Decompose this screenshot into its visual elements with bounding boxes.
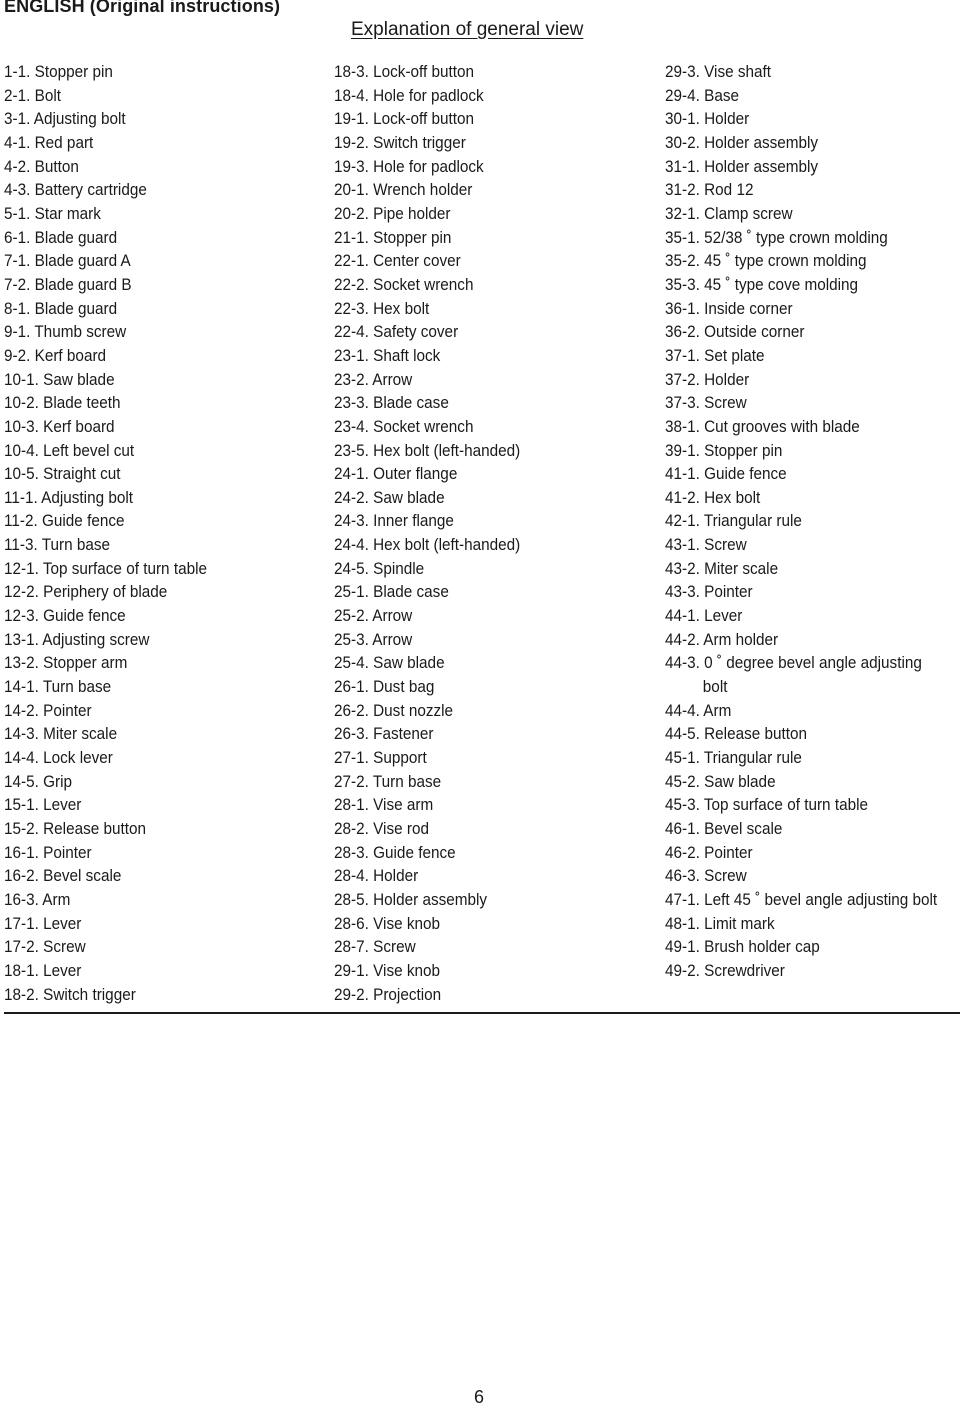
part-label: 4-2. Button bbox=[4, 156, 79, 176]
part-label: 23-1. Shaft lock bbox=[334, 345, 441, 365]
part-label: 43-1. Screw bbox=[665, 535, 747, 555]
part-label: 14-2. Pointer bbox=[4, 700, 92, 720]
part-label: 15-2. Release button bbox=[4, 819, 147, 838]
part-label: 8-1. Blade guard bbox=[4, 298, 118, 318]
part-label: 20-2. Pipe holder bbox=[334, 203, 451, 223]
part-label: 16-3. Arm bbox=[4, 889, 71, 909]
part-label: 28-3. Guide fence bbox=[334, 842, 456, 862]
part-label: 45-3. Top surface of turn table bbox=[665, 795, 869, 815]
part-label: 37-3. Screw bbox=[665, 393, 747, 413]
part-label: 11-3. Turn base bbox=[4, 535, 111, 555]
part-label: 16-1. Pointer bbox=[4, 842, 92, 862]
part-label: 26-2. Dust nozzle bbox=[334, 700, 454, 720]
part-label: 10-3. Kerf board bbox=[4, 416, 115, 436]
part-label: 43-3. Pointer bbox=[665, 582, 753, 602]
part-label: 18-3. Lock-off button bbox=[334, 62, 475, 81]
part-label: 35-2. 45 ˚ type crown molding bbox=[665, 251, 867, 271]
part-label: 17-1. Lever bbox=[4, 913, 82, 933]
part-label: 28-2. Vise rod bbox=[334, 819, 429, 838]
part-label: 27-1. Support bbox=[334, 748, 427, 768]
part-label: 48-1. Limit mark bbox=[665, 913, 775, 933]
part-label: 19-2. Switch trigger bbox=[334, 132, 466, 152]
part-label: 46-2. Pointer bbox=[665, 842, 753, 862]
part-label: 29-4. Base bbox=[665, 85, 740, 105]
part-label: 30-1. Holder bbox=[665, 109, 750, 129]
part-label: 39-1. Stopper pin bbox=[665, 440, 783, 460]
part-label: 25-4. Saw blade bbox=[334, 653, 445, 673]
part-label: 21-1. Stopper pin bbox=[334, 227, 452, 247]
part-label: 31-1. Holder assembly bbox=[665, 156, 819, 176]
page-title: Explanation of general view bbox=[351, 19, 584, 40]
part-label: 26-1. Dust bag bbox=[334, 677, 435, 697]
part-label: 19-1. Lock-off button bbox=[334, 109, 475, 129]
part-label: 14-5. Grip bbox=[4, 771, 73, 791]
part-label: 31-2. Rod 12 bbox=[665, 180, 754, 200]
part-label: 10-5. Straight cut bbox=[4, 464, 121, 484]
part-label: 37-2. Holder bbox=[665, 369, 750, 389]
part-label: 26-3. Fastener bbox=[334, 724, 434, 744]
part-label: 14-4. Lock lever bbox=[4, 748, 113, 768]
part-label: 3-1. Adjusting bolt bbox=[4, 109, 126, 129]
part-label: 35-3. 45 ˚ type cove molding bbox=[665, 274, 859, 294]
part-label: 22-3. Hex bolt bbox=[334, 298, 430, 318]
part-label: 18-4. Hole for padlock bbox=[334, 85, 484, 105]
part-label: 44-1. Lever bbox=[665, 606, 743, 626]
part-label: 37-1. Set plate bbox=[665, 345, 765, 365]
parts-list-column-3 bbox=[665, 60, 960, 983]
part-label: 32-1. Clamp screw bbox=[665, 203, 793, 223]
part-label: 47-1. Left 45 ˚ bevel angle adjusting bolt bbox=[665, 889, 938, 909]
part-label: 43-2. Miter scale bbox=[665, 558, 779, 578]
part-label: 1-1. Stopper pin bbox=[4, 62, 113, 81]
part-label: 28-1. Vise arm bbox=[334, 795, 434, 815]
part-label: 29-3. Vise shaft bbox=[665, 62, 772, 81]
part-label: 19-3. Hole for padlock bbox=[334, 156, 484, 176]
part-label: 36-2. Outside corner bbox=[665, 322, 805, 342]
part-label: 28-6. Vise knob bbox=[334, 913, 441, 933]
part-label: 45-2. Saw blade bbox=[665, 771, 776, 791]
part-label: 44-2. Arm holder bbox=[665, 629, 779, 649]
part-label: 11-1. Adjusting bolt bbox=[4, 487, 134, 507]
part-label: 23-5. Hex bolt (left-handed) bbox=[334, 440, 521, 460]
part-label: 45-1. Triangular rule bbox=[665, 748, 802, 768]
part-label: 38-1. Cut grooves with blade bbox=[665, 416, 860, 436]
part-label: 30-2. Holder assembly bbox=[665, 132, 819, 152]
part-label: 23-3. Blade case bbox=[334, 393, 449, 413]
part-label: 24-5. Spindle bbox=[334, 558, 425, 578]
part-label: 22-1. Center cover bbox=[334, 251, 461, 271]
part-label: 9-1. Thumb screw bbox=[4, 322, 127, 342]
part-label: 24-3. Inner flange bbox=[334, 511, 454, 531]
part-label: 41-1. Guide fence bbox=[665, 464, 787, 484]
part-label: 24-2. Saw blade bbox=[334, 487, 445, 507]
part-label: 44-4. Arm bbox=[665, 700, 732, 720]
parts-list-column-2 bbox=[334, 60, 541, 1006]
part-label: 25-2. Arrow bbox=[334, 606, 413, 626]
part-label: 15-1. Lever bbox=[4, 795, 82, 815]
part-label: 44-3. 0 ˚ degree bevel angle adjusting bbox=[665, 653, 922, 673]
part-label: 22-2. Socket wrench bbox=[334, 274, 474, 294]
part-label: 10-2. Blade teeth bbox=[4, 393, 121, 413]
part-label: 28-7. Screw bbox=[334, 937, 416, 957]
part-label: bolt bbox=[702, 677, 728, 697]
part-label: 46-3. Screw bbox=[665, 866, 747, 886]
part-label: 4-3. Battery cartridge bbox=[4, 180, 147, 200]
part-label: 44-5. Release button bbox=[665, 724, 808, 744]
part-label: 17-2. Screw bbox=[4, 937, 86, 957]
part-label: 28-4. Holder bbox=[334, 866, 419, 886]
part-label: 49-1. Brush holder cap bbox=[665, 937, 820, 957]
part-label: 6-1. Blade guard bbox=[4, 227, 118, 247]
part-label: 9-2. Kerf board bbox=[4, 345, 107, 365]
part-label: 10-4. Left bevel cut bbox=[4, 440, 135, 460]
part-label: 27-2. Turn base bbox=[334, 771, 442, 791]
part-label: 12-3. Guide fence bbox=[4, 606, 126, 626]
part-label: 23-2. Arrow bbox=[334, 369, 413, 389]
part-label: 11-2. Guide fence bbox=[4, 511, 125, 531]
part-label: 12-2. Periphery of blade bbox=[4, 582, 168, 602]
part-label: 5-1. Star mark bbox=[4, 203, 101, 223]
part-label: 28-5. Holder assembly bbox=[334, 889, 488, 909]
part-label: 20-1. Wrench holder bbox=[334, 180, 473, 200]
part-label: 42-1. Triangular rule bbox=[665, 511, 802, 531]
part-label: 13-1. Adjusting screw bbox=[4, 629, 150, 649]
part-label: 13-2. Stopper arm bbox=[4, 653, 128, 673]
parts-list-column-1 bbox=[4, 60, 230, 1006]
part-label: 7-2. Blade guard B bbox=[4, 274, 132, 294]
part-label: 36-1. Inside corner bbox=[665, 298, 793, 318]
part-label: 16-2. Bevel scale bbox=[4, 866, 122, 886]
part-label: 12-1. Top surface of turn table bbox=[4, 558, 208, 578]
part-label: 49-2. Screwdriver bbox=[665, 960, 785, 980]
part-label: 23-4. Socket wrench bbox=[334, 416, 474, 436]
part-label: 46-1. Bevel scale bbox=[665, 819, 783, 838]
part-label: 4-1. Red part bbox=[4, 132, 94, 152]
part-label: 41-2. Hex bolt bbox=[665, 487, 761, 507]
part-label: 14-3. Miter scale bbox=[4, 724, 118, 744]
part-label: 18-2. Switch trigger bbox=[4, 984, 136, 1004]
part-label: 29-1. Vise knob bbox=[334, 960, 441, 980]
part-label: 25-1. Blade case bbox=[334, 582, 449, 602]
horizontal-rule bbox=[4, 1012, 960, 1014]
part-label: 18-1. Lever bbox=[4, 960, 82, 980]
part-label: 35-1. 52/38 ˚ type crown molding bbox=[665, 227, 888, 247]
page-number: 6 bbox=[474, 1387, 485, 1407]
part-label: 24-1. Outer flange bbox=[334, 464, 458, 484]
part-label: 24-4. Hex bolt (left-handed) bbox=[334, 535, 521, 555]
page-header: ENGLISH (Original instructions) bbox=[4, 0, 281, 16]
part-label: 22-4. Safety cover bbox=[334, 322, 459, 342]
part-label: 7-1. Blade guard A bbox=[4, 251, 131, 271]
part-label: 10-1. Saw blade bbox=[4, 369, 115, 389]
part-label: 25-3. Arrow bbox=[334, 629, 413, 649]
part-label: 14-1. Turn base bbox=[4, 677, 112, 697]
part-label: 29-2. Projection bbox=[334, 984, 442, 1004]
part-label: 2-1. Bolt bbox=[4, 85, 61, 105]
